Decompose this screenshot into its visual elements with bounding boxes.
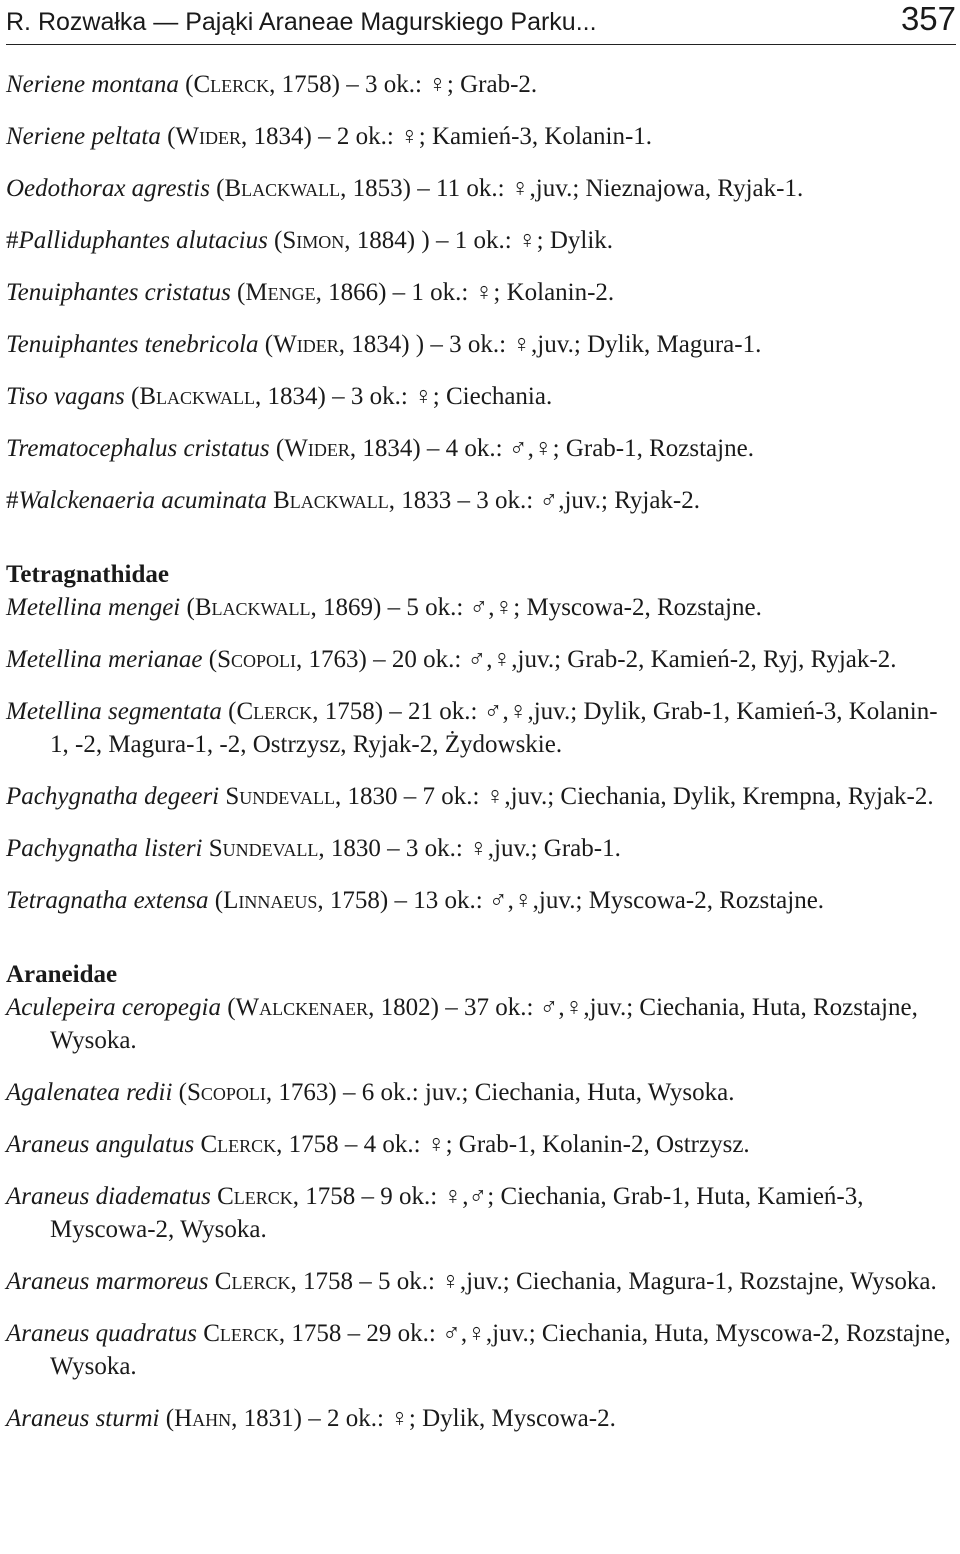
species-entry	[6, 380, 956, 413]
running-title: R. Rozwałka — Pająki Araneae Magurskiego Parku...	[6, 8, 597, 36]
species-list	[6, 68, 956, 1454]
author-open: (	[230, 279, 246, 306]
species-entry	[6, 832, 956, 865]
author-open: (	[160, 123, 176, 150]
species-name: Araneus diadematus	[6, 1183, 211, 1210]
author-year: , 1866)	[315, 279, 387, 306]
author-year: , 1831)	[231, 1405, 302, 1432]
record-details: – 21 ok.: ♂,♀,juv.; Dylik, Grab-1, Kamień-3, Kolanin-1, -2, Magura-1, -2, Ostrzysz, Ryjak-2, Żydowskie.	[50, 698, 938, 758]
species-name: Araneus quadratus	[6, 1320, 197, 1347]
species-entry	[6, 1128, 956, 1161]
author-year: , 1853)	[340, 175, 411, 202]
author-year: , 1758)	[312, 698, 384, 725]
species-name: Araneus sturmi	[6, 1405, 160, 1432]
author-year: , 1758	[278, 1320, 342, 1347]
species-name: Araneus marmoreus	[6, 1268, 209, 1295]
species-name: Aculepeira ceropegia	[6, 994, 221, 1021]
species-name: Oedothorax agrestis	[6, 175, 210, 202]
page-header	[6, 0, 956, 45]
author-name: Scopoli	[186, 1079, 266, 1106]
author-open: (	[258, 331, 274, 358]
species-entry	[6, 1265, 956, 1298]
species-name: Tetragnatha extensa	[6, 887, 209, 914]
species-name: Tenuiphantes cristatus	[6, 279, 231, 306]
species-entry	[6, 695, 956, 761]
author-name: Clerck	[217, 1183, 293, 1210]
linyphiidae-continued-list	[6, 68, 956, 517]
author-year: , 1834)	[349, 435, 421, 462]
species-entry	[6, 120, 956, 153]
record-details: – 3 ok.: ♀,juv.; Dylik, Magura-1.	[424, 331, 762, 358]
species-entry	[6, 1402, 956, 1435]
author-name: Menge	[245, 279, 316, 306]
author-year: , 1763)	[295, 646, 367, 673]
species-name: Agalenatea redii	[6, 1079, 173, 1106]
author-open: (	[269, 435, 285, 462]
author-name: Blackwall	[139, 383, 256, 410]
species-name: Metellina segmentata	[6, 698, 222, 725]
species-name: Metellina merianae	[6, 646, 203, 673]
record-details: – 13 ok.: ♂,♀,juv.; Myscowa-2, Rozstajne.	[388, 887, 825, 914]
record-details: – 9 ok.: ♀,♂; Ciechania, Grab-1, Huta, Kamień-3, Myscowa-2, Wysoka.	[50, 1183, 864, 1243]
record-details: – 3 ok.: ♀,juv.; Grab-1.	[380, 835, 621, 862]
author-year: , 1802)	[368, 994, 439, 1021]
family-heading-araneidae: Araneidae	[6, 961, 118, 988]
species-name: Trematocephalus cristatus	[6, 435, 270, 462]
record-details: – 3 ok.: ♀; Grab-2.	[339, 71, 538, 98]
author-open: (	[208, 887, 224, 914]
record-details: – 7 ok.: ♀,juv.; Ciechania, Dylik, Krempna, Ryjak-2.	[397, 783, 934, 810]
record-details: – 20 ok.: ♂,♀,juv.; Grab-2, Kamień-2, Ryj, Ryjak-2.	[366, 646, 897, 673]
author-name: Clerck	[193, 71, 270, 98]
author-year: , 1758	[276, 1131, 339, 1158]
record-details: – 2 ok.: ♀; Kamień-3, Kolanin-1.	[311, 123, 653, 150]
author-year: , 1758	[292, 1183, 356, 1210]
tetragnathidae-list	[6, 591, 956, 917]
author-name: Linnaeus	[223, 887, 318, 914]
species-name: Pachygnatha listeri	[6, 835, 203, 862]
species-entry	[6, 224, 956, 257]
author-name: Sundevall	[225, 783, 335, 810]
record-details: – 6 ok.: juv.; Ciechania, Huta, Wysoka.	[336, 1079, 735, 1106]
author-year: , 1869)	[310, 594, 382, 621]
record-details: – 29 ok.: ♂,♀,juv.; Ciechania, Huta, Myscowa-2, Rozstajne, Wysoka.	[50, 1320, 951, 1380]
species-name: Metellina mengei	[6, 594, 181, 621]
author-open: (	[221, 698, 237, 725]
species-name: Araneus angulatus	[6, 1131, 195, 1158]
species-entry	[6, 484, 956, 517]
species-entry	[6, 884, 956, 917]
author-year: , 1830	[318, 835, 381, 862]
record-details: – 5 ok.: ♀,juv.; Ciechania, Magura-1, Rozstajne, Wysoka.	[352, 1268, 937, 1295]
author-year: , 1758)	[317, 887, 389, 914]
species-entry	[6, 1317, 956, 1383]
species-entry	[6, 991, 956, 1057]
species-name: Palliduphantes alutacius	[18, 227, 268, 254]
species-entry	[6, 172, 956, 205]
author-year: , 1830	[334, 783, 398, 810]
endemic-marker: #	[6, 227, 19, 254]
author-open: (	[209, 175, 225, 202]
species-name: Pachygnatha degeeri	[6, 783, 220, 810]
author-open: (	[172, 1079, 187, 1106]
species-name: Walckenaeria acuminata	[18, 487, 267, 514]
author-name: Wider	[273, 331, 339, 358]
author-name: Simon	[282, 227, 345, 254]
author-year: , 1884) )	[344, 227, 430, 254]
author-open: (	[220, 994, 236, 1021]
author-year: , 1834) )	[338, 331, 425, 358]
author-name: Hahn	[174, 1405, 232, 1432]
species-entry	[6, 276, 956, 309]
species-entry	[6, 1180, 956, 1246]
record-details: – 3 ok.: ♀; Ciechania.	[325, 383, 553, 410]
author-name: Scopoli	[217, 646, 296, 673]
species-entry	[6, 432, 956, 465]
araneidae-list	[6, 991, 956, 1435]
species-entry	[6, 780, 956, 813]
author-name: Clerck	[200, 1131, 277, 1158]
author-year: , 1758	[290, 1268, 353, 1295]
species-name: Tiso vagans	[6, 383, 125, 410]
author-name: Blackwall	[194, 594, 311, 621]
record-details: – 11 ok.: ♀,juv.; Nieznajowa, Ryjak-1.	[411, 175, 804, 202]
species-entry	[6, 643, 956, 676]
species-entry	[6, 328, 956, 361]
author-open: (	[124, 383, 140, 410]
author-name: Blackwall	[273, 487, 389, 514]
author-year: , 1834)	[241, 123, 312, 150]
record-details: – 1 ok.: ♀; Dylik.	[429, 227, 614, 254]
author-name: Wider	[175, 123, 241, 150]
author-year: , 1833	[388, 487, 452, 514]
author-open: (	[159, 1405, 175, 1432]
family-heading-tetragnathidae: Tetragnathidae	[6, 561, 169, 588]
record-details: – 4 ok.: ♀; Grab-1, Kolanin-2, Ostrzysz.	[338, 1131, 750, 1158]
endemic-marker: #	[6, 487, 19, 514]
record-details: – 4 ok.: ♂,♀; Grab-1, Rozstajne.	[420, 435, 754, 462]
record-details: – 1 ok.: ♀; Kolanin-2.	[386, 279, 615, 306]
species-name: Neriene montana	[6, 71, 179, 98]
species-name: Tenuiphantes tenebricola	[6, 331, 259, 358]
record-details: – 3 ok.: ♂,juv.; Ryjak-2.	[451, 487, 701, 514]
page-number: 357	[900, 0, 956, 37]
author-name: Blackwall	[224, 175, 341, 202]
species-name: Neriene peltata	[6, 123, 161, 150]
author-name: Sundevall	[208, 835, 319, 862]
author-open: (	[267, 227, 283, 254]
species-entry	[6, 591, 956, 624]
author-name: Clerck	[236, 698, 313, 725]
author-name: Clerck	[214, 1268, 291, 1295]
record-details: – 37 ok.: ♂,♀,juv.; Ciechania, Huta, Rozstajne, Wysoka.	[50, 994, 918, 1054]
author-open: (	[202, 646, 218, 673]
author-name: Wider	[284, 435, 350, 462]
author-name: Clerck	[203, 1320, 279, 1347]
species-entry	[6, 1076, 956, 1109]
author-open: (	[178, 71, 194, 98]
record-details: – 2 ok.: ♀; Dylik, Myscowa-2.	[301, 1405, 616, 1432]
author-year: , 1834)	[255, 383, 326, 410]
record-details: – 5 ok.: ♂,♀; Myscowa-2, Rozstajne.	[381, 594, 762, 621]
author-name: Walckenaer	[235, 994, 369, 1021]
author-year: , 1763)	[265, 1079, 337, 1106]
author-open: (	[180, 594, 195, 621]
species-entry	[6, 68, 956, 101]
author-year: , 1758)	[269, 71, 340, 98]
